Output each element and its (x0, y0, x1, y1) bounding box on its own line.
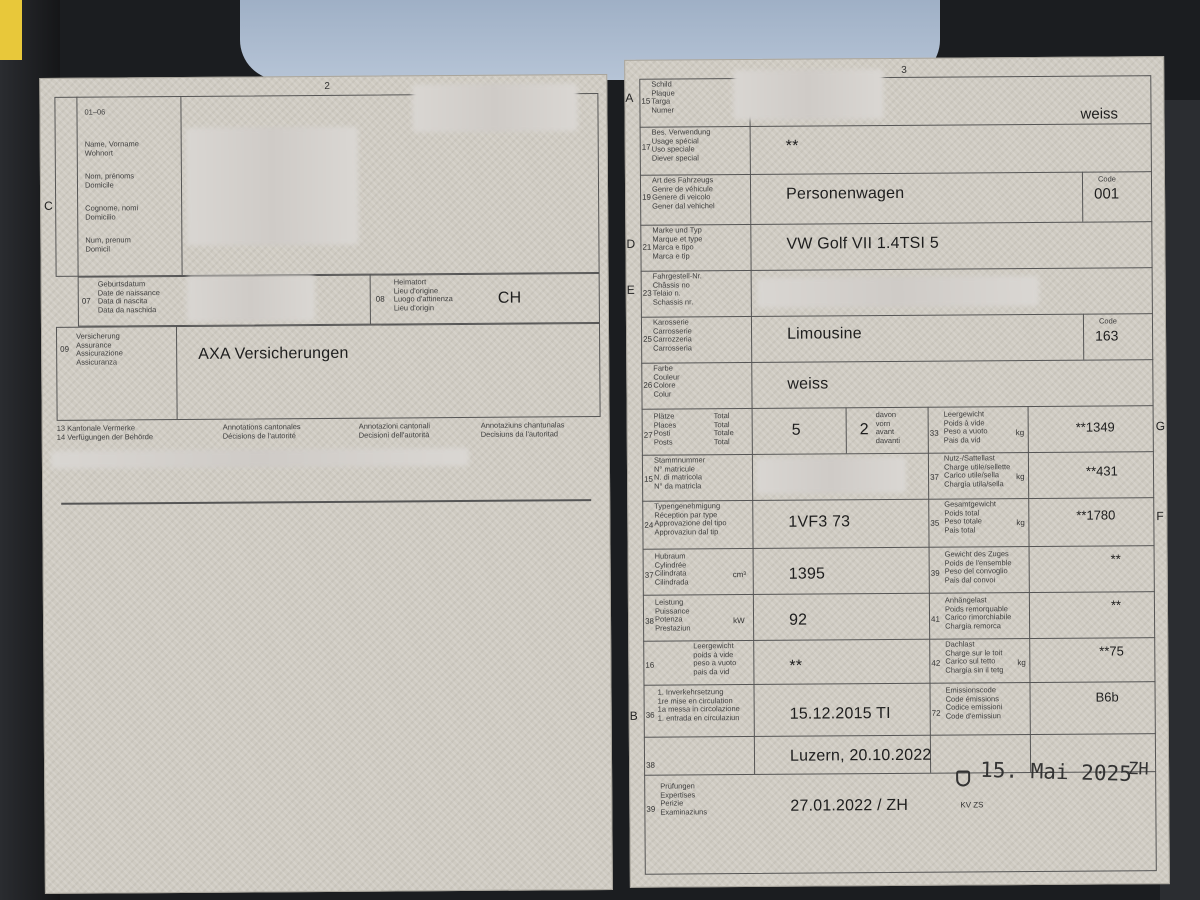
unit-kg: kg (1016, 472, 1025, 482)
trailer-load: ** (1110, 597, 1122, 613)
seats-front: 2 (859, 421, 869, 439)
type-code: 001 (1094, 185, 1120, 203)
emission-code: B6b (1095, 689, 1119, 705)
remarks-label-fr: Annotations cantonales Décisions de l'autorité (222, 422, 301, 441)
holder-label-de: Name, Vorname Wohnort (84, 139, 139, 158)
unit-kg: kg (1017, 658, 1026, 668)
make-label: Marke und Typ Marque et type Marca e tipo Marca e tip (652, 225, 703, 261)
unit-kg: kg (1015, 428, 1025, 438)
body-code-label: Code (1098, 316, 1117, 326)
page-number: 2 (324, 80, 330, 92)
curb-weight: **1349 (1075, 419, 1115, 435)
special-label: Bes. Verwendung Usage spécial Uso speciale Diever special (651, 127, 711, 163)
holder-label-rm: Num, prenum Domicil (85, 235, 131, 254)
first-registration-label: 1. Inverkehrsetzung 1re mise en circulation 1a messa in circolazione 1. entrada en circulaziun (657, 687, 740, 723)
redacted-matricule (756, 457, 906, 494)
side-letter-e: E (626, 282, 635, 297)
separator-line (61, 499, 591, 505)
approval-field-number: 24 (644, 520, 654, 530)
expertise-stamp-date: 15. Mai 2025 (979, 757, 1133, 786)
origin-value: CH (497, 289, 522, 307)
type-label: Art des Fahrzeugs Genre de véhicule Genere di veicolo Gener dal vehichel (651, 175, 715, 211)
side-letter-a: A (625, 90, 634, 105)
type-approval: 1VF3 73 (788, 513, 851, 531)
insurance-label: Versicherung Assurance Assicurazione Assicuranza (76, 331, 123, 367)
side-letter-b: B (629, 708, 638, 723)
seats-front-label: davon vorn avant davanti (875, 409, 901, 445)
side-letter-c: C (44, 198, 53, 213)
redacted-remark (51, 448, 469, 469)
power-label: Leistung Puissance Potenza Prestaziun (654, 597, 691, 633)
right-page (624, 56, 1170, 888)
chassis-label: Fahrgestell-Nr. Châssis no Telaio n. Schassis nr. (652, 271, 702, 307)
body-label: Karosserie Carrosserie Carrozzeria Carrosseria (652, 317, 692, 353)
plate-label: Schild Plaque Targa Numer (651, 79, 675, 115)
color-label: Farbe Couleur Colore Colur (653, 363, 680, 399)
holder-code: 01–06 (84, 107, 106, 117)
vehicle-color: weiss (787, 375, 829, 393)
seats-total-label: Total Total Totale Total (713, 411, 734, 446)
chassis-field-number: 23 (642, 288, 652, 298)
displacement: 1395 (788, 565, 826, 583)
empty-field-number: 16 (645, 660, 655, 670)
redacted-plate-number (733, 69, 883, 120)
body-type: Limousine (786, 325, 862, 343)
cylinder-label: Hubraum Cylindrée Cilindrata Cilindrada (654, 551, 689, 587)
roof-load-label: Dachlast Charge sur le toit Carico sul tetto Chargia sin il tetg (945, 639, 1004, 675)
birth-label: Geburtsdatum Date de naissance Data di nascita Data da naschida (97, 279, 160, 315)
first-registration-field-number: 36 (645, 710, 655, 720)
body-code: 163 (1095, 327, 1119, 344)
train-weight-label: Gewicht des Zuges Poids de l'ensemble Peso del convoglio Pais dal convoi (944, 549, 1012, 585)
vehicle-type: Personenwagen (786, 184, 905, 203)
side-letter-f: F (1156, 509, 1164, 524)
insurance-field-number: 09 (60, 344, 70, 354)
yellow-object (0, 0, 22, 60)
origin-field-number: 08 (375, 294, 385, 304)
redacted-birth-date (187, 275, 315, 322)
redacted-field (412, 83, 577, 132)
power-field-number: 38 (645, 616, 654, 626)
emission-code-label: Emissionscode Code émissions Codice emissioni Code d'emissiun (945, 685, 1003, 721)
unit-kg: kg (1016, 518, 1025, 528)
side-letter-g: G (1155, 419, 1166, 434)
redacted-chassis-number (757, 276, 1039, 308)
trailer-load-label: Anhängelast Poids remorquable Carico rimorchiabile Chargia remorca (944, 595, 1012, 631)
power: 92 (788, 611, 808, 629)
empty-weight-label: Leergewicht poids à vide peso a vuoto pais da vid (693, 641, 737, 676)
holder-label-fr: Nom, prénoms Domicile (84, 171, 135, 190)
trailer-field-number: 41 (931, 614, 940, 624)
color-field-number: 26 (643, 380, 653, 390)
remarks-label-de: 13 Kantonale Vermerke 14 Verfügungen der Behörde (56, 423, 154, 442)
birth-field-number: 07 (81, 296, 91, 306)
exam-field-number: 39 (646, 804, 656, 814)
type-code-label: Code (1097, 174, 1116, 184)
train-weight: ** (1110, 551, 1121, 567)
seats-total: 5 (791, 421, 801, 439)
unit-kw: kW (733, 616, 745, 626)
remarks-label-rm: Annotaziuns chantunalas Decisiuns da l'autoritad (480, 420, 565, 439)
origin-label: Heimatort Lieu d'origine Luogo d'attinenza Lieu d'origin (393, 277, 453, 312)
matricule-field-number: 15 (644, 474, 653, 484)
place-field-number: 38 (646, 760, 655, 770)
body-field-number: 25 (643, 334, 653, 344)
type-approval-label: Typengenehmigung Réception par type Approvazione del tipo Approvaziun dal tip (654, 501, 727, 537)
exam-date: 27.01.2022 / ZH (790, 796, 909, 815)
seats-field-number: 27 (643, 430, 653, 440)
curb-field-number: 33 (929, 428, 939, 438)
side-letter-d: D (626, 236, 636, 251)
train-field-number: 39 (930, 568, 940, 578)
plate-field-number: 15 (641, 96, 651, 106)
left-page (39, 74, 613, 894)
empty-weight: ** (789, 657, 803, 675)
payload-field-number: 37 (930, 472, 939, 482)
gross-weight: **1780 (1076, 507, 1116, 523)
payload-label: Nutz-/Sattellast Charge utile/sellette Carico utile/sella Chargia utila/sella (943, 453, 1011, 489)
make-and-model: VW Golf VII 1.4TSI 5 (786, 234, 939, 253)
special-field-number: 17 (641, 142, 651, 152)
page-number: 3 (901, 64, 907, 76)
payload: **431 (1085, 463, 1118, 479)
seats-label: Plätze Places Posti Posts (653, 411, 677, 447)
exam-label: Prüfungen Expertises Perizie Examinaziuns (660, 781, 708, 817)
holder-label-it: Cognome, nomi Domicilio (85, 203, 139, 222)
gross-weight-label: Gesamtgewicht Poids total Peso totale Pais total (944, 499, 996, 535)
insurance-row (56, 323, 601, 421)
matricule-label: Stammnummer N° matricule N. di matricola N° da matricla (653, 455, 706, 491)
issue-place-date: Luzern, 20.10.2022 (789, 746, 932, 765)
type-field-number: 19 (642, 192, 652, 202)
remarks-label-it: Annotazioni cantonali Decisioni dell'autorità (358, 421, 431, 440)
unit-cm3: cm³ (732, 570, 747, 580)
roof-load: **75 (1099, 643, 1124, 659)
cylinder-field-number: 37 (644, 570, 654, 580)
make-field-number: 21 (642, 242, 652, 252)
insurance-value: AXA Versicherungen (198, 344, 349, 363)
special-value: ** (785, 137, 799, 155)
curb-weight-label: Leergewicht Poids à vide Peso a vuoto Pais da vid (943, 409, 988, 445)
plate-color: weiss (1080, 105, 1119, 123)
stamp-subtext: KV ZS (960, 800, 984, 810)
emission-field-number: 72 (931, 708, 941, 718)
redacted-holder-name (186, 127, 359, 246)
vehicle-registration-document (39, 48, 1173, 894)
canton-seal-icon (956, 770, 970, 786)
first-registration: 15.12.2015 TI (789, 705, 891, 723)
roof-field-number: 42 (931, 658, 941, 668)
gross-field-number: 35 (930, 518, 940, 528)
expertise-stamp-canton: ZH (1127, 759, 1149, 780)
